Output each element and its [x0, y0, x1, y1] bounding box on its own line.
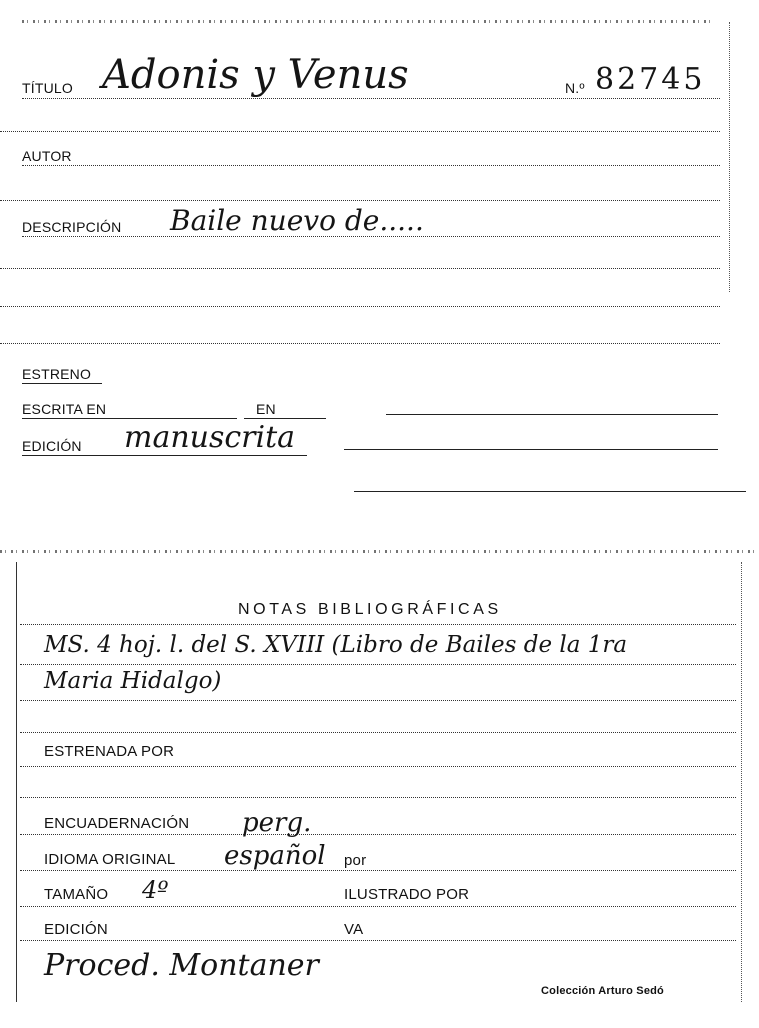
- premiere-label: ESTRENO: [22, 366, 92, 382]
- by-label: por: [344, 852, 367, 869]
- bottom-edition-label: EDICIÓN: [44, 921, 108, 938]
- description-underline: [22, 236, 720, 237]
- title-underline: [22, 98, 720, 99]
- binding-rule: [20, 834, 736, 835]
- notes-line-1-rule: [20, 664, 736, 665]
- bottom-card-left-edge: [16, 562, 17, 1002]
- binding-label: ENCUADERNACIÓN: [44, 815, 190, 832]
- edition-label: EDICIÓN: [22, 438, 82, 454]
- in-underline: [244, 418, 326, 419]
- middle-edge-noise: [0, 550, 759, 553]
- size-label: TAMAÑO: [44, 886, 109, 903]
- notes-line-1: MS. 4 hoj. l. del S. XVIII (Libro de Bailes de la 1ra: [44, 632, 628, 658]
- value-label: VA: [344, 921, 364, 938]
- original-language-rule: [20, 870, 736, 871]
- written-in-underline: [22, 418, 237, 419]
- notes-heading-rule: [20, 624, 736, 625]
- author-label: AUTOR: [22, 148, 72, 164]
- notes-rule-3: [20, 732, 736, 733]
- top-card-bottom-rule: [354, 491, 746, 492]
- top-card-right-edge: [729, 22, 730, 292]
- premiered-by-label: ESTRENADA POR: [44, 743, 175, 760]
- notes-line-2: Maria Hidalgo): [44, 668, 222, 694]
- top-edge-noise: [22, 20, 712, 23]
- size-value: 4º: [142, 876, 169, 904]
- written-in-label: ESCRITA EN: [22, 401, 107, 417]
- size-rule: [20, 906, 736, 907]
- bottom-card-right-edge: [741, 562, 742, 1002]
- rule-3: [0, 268, 720, 269]
- number-value: 82745: [595, 62, 706, 97]
- notes-line-2-rule: [20, 700, 736, 701]
- notes-heading: NOTAS BIBLIOGRÁFICAS: [238, 601, 502, 618]
- rule-5: [0, 343, 720, 344]
- blank-rule-1: [20, 797, 736, 798]
- in-rule-right: [386, 414, 718, 415]
- edition-rule-right: [344, 449, 718, 450]
- provenance-value: Proced. Montaner: [44, 948, 319, 983]
- edition-underline: [22, 455, 307, 456]
- collection-credit: Colección Arturo Sedó: [541, 985, 664, 997]
- edition-value: manuscrita: [124, 420, 296, 455]
- description-value: Baile nuevo de.....: [170, 204, 424, 237]
- original-language-label: IDIOMA ORIGINAL: [44, 851, 176, 868]
- number-label: N.º: [565, 80, 585, 96]
- edition-rule: [20, 940, 736, 941]
- rule-2: [0, 200, 720, 201]
- title-value: Adonis y Venus: [102, 52, 409, 98]
- in-label: EN: [256, 401, 276, 417]
- rule-4: [0, 306, 720, 307]
- illustrated-by-label: ILUSTRADO POR: [344, 886, 470, 903]
- original-language-value: español: [224, 841, 326, 871]
- premiere-underline: [22, 383, 102, 384]
- premiered-by-rule: [20, 766, 736, 767]
- rule-1: [0, 131, 720, 132]
- title-label: TÍTULO: [22, 80, 73, 96]
- binding-value: perg.: [242, 808, 312, 838]
- author-underline: [22, 165, 720, 166]
- description-label: DESCRIPCIÓN: [22, 219, 122, 235]
